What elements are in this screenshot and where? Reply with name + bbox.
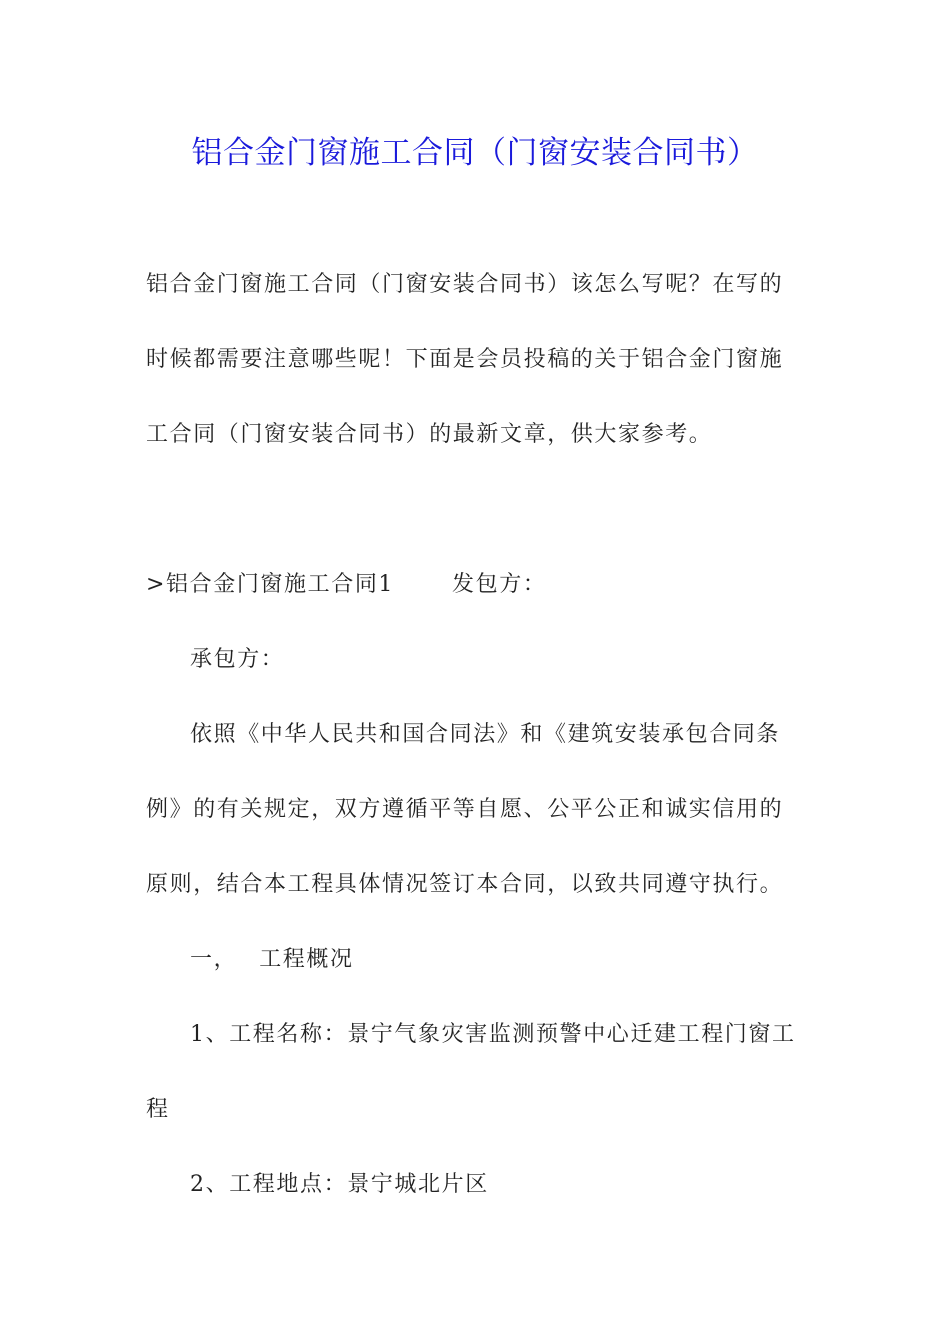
basis-line-2: 例》的有关规定，双方遵循平等自愿、公平公正和诚实信用的 bbox=[146, 797, 784, 822]
party-b-label: 承包方： bbox=[190, 647, 285, 672]
section-heading: >铝合金门窗施工合同1 bbox=[146, 572, 395, 597]
article-one-heading bbox=[190, 943, 354, 977]
item-1-line-1: 1、工程名称：景宁气象灾害监测预警中心迁建工程门窗工 bbox=[190, 1022, 796, 1047]
item-2: 2、工程地点：景宁城北片区 bbox=[190, 1172, 489, 1197]
article-one-number: 一， bbox=[190, 947, 238, 972]
document-title: 铝合金门窗施工合同（门窗安装合同书） bbox=[191, 135, 759, 171]
intro-line-3: 工合同（门窗安装合同书）的最新文章，供大家参考。 bbox=[146, 422, 713, 447]
intro-line-1: 铝合金门窗施工合同（门窗安装合同书）该怎么写呢？在写的 bbox=[146, 272, 784, 297]
basis-line-1: 依照《中华人民共和国合同法》和《建筑安装承包合同条 bbox=[190, 722, 781, 747]
party-a-label: 发包方： bbox=[452, 572, 547, 597]
item-1-line-2: 程 bbox=[146, 1097, 170, 1122]
article-one-title: 工程概况 bbox=[259, 947, 354, 972]
intro-line-2: 时候都需要注意哪些呢！下面是会员投稿的关于铝合金门窗施 bbox=[146, 347, 784, 372]
section-heading-line bbox=[146, 568, 546, 602]
basis-line-3: 原则，结合本工程具体情况签订本合同，以致共同遵守执行。 bbox=[146, 872, 784, 897]
